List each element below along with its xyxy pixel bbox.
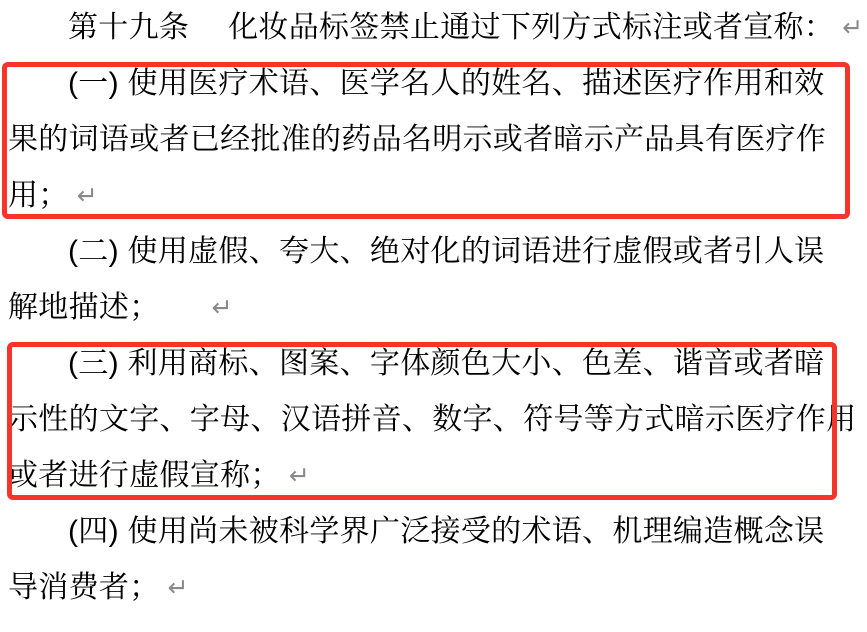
text-line-content: 或者进行虚假宣称； (8, 459, 281, 492)
text-line-1 (0, 0, 867, 56)
text-line-content: (四) 使用尚未被科学界广泛接受的术语、机理编造概念误 (68, 515, 825, 548)
text-line-content: 导消费者； (8, 571, 160, 604)
text-line-5 (0, 224, 867, 280)
text-line-4 (0, 168, 867, 224)
paragraph-return-icon: ↵ (167, 573, 189, 602)
text-line-2 (0, 56, 867, 112)
text-line-content: 示性的文字、字母、汉语拼音、数字、符号等方式暗示医疗作用 (8, 403, 857, 436)
paragraph-return-icon: ↵ (211, 293, 233, 322)
text-line-10 (0, 504, 867, 560)
text-line-content: 用； (8, 179, 69, 212)
text-line-7 (0, 336, 867, 392)
text-line-content: (二) 使用虚假、夸大、绝对化的词语进行虚假或者引人误 (68, 235, 825, 268)
paragraph-return-icon: ↵ (76, 181, 98, 210)
text-line-11 (0, 560, 867, 616)
text-line-content: 第十九条 化妆品标签禁止通过下列方式标注或者宣称： (68, 11, 835, 44)
text-line-content: (三) 利用商标、图案、字体颜色大小、色差、谐音或者暗 (68, 347, 825, 380)
paragraph-return-icon: ↵ (842, 13, 864, 42)
text-line-3 (0, 112, 867, 168)
text-line-content: 果的词语或者已经批准的药品名明示或者暗示产品具有医疗作 (8, 123, 827, 156)
paragraph-return-icon: ↵ (288, 461, 310, 490)
text-line-8 (0, 392, 867, 448)
text-line-9 (0, 448, 867, 504)
text-line-content: 解地描述； (8, 291, 160, 324)
text-line-6 (0, 280, 867, 336)
text-line-content: (一) 使用医疗术语、医学名人的姓名、描述医疗作用和效 (68, 67, 825, 100)
